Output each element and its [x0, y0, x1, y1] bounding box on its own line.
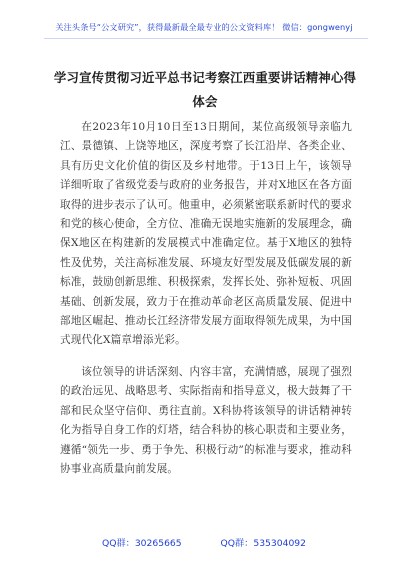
header-divider — [44, 38, 368, 39]
footer-contacts — [0, 535, 408, 549]
qq-group-2: QQ群：535304092 — [220, 538, 306, 549]
paragraph-2: 该位领导的讲话深刻、内容丰富，充满情感，展现了强烈的政治远见、战略思考、实际指南和指导意义，极大鼓舞了干部和民众坚守信仰、勇往直前。X科协将该领导的讲话精神转化为指导自身工作的灯塔，结合科协的核心职责和主要业务，遵循“领先一步、勇于争先、积极行动”的标准与要求，推动科协事业高质量向前发展。 — [60, 365, 352, 475]
promo-header: 关注头条号“公文研究”，获得最新最全最专业的公文资料库！ 微信：gongwenyj — [55, 22, 353, 32]
document-body — [60, 118, 352, 491]
qq-group-1: QQ群：30265665 — [102, 538, 182, 549]
document-title: 学习宣传贯彻习近平总书记考察江西重要讲话精神心得体会 — [53, 70, 357, 109]
paragraph-1: 在2023年10月10日至13日期间，某位高级领导亲临九江、景德镇、上饶等地区，深度考察了长江沿岸、各类企业、具有历史文化价值的街区及乡村地带。于13日上午，该领导详细听取了省级党委与政府的业务报告，并对X地区在各方面取得的进步表示了认可。他重申，必须紧密联系新时代的要求和党的核心使命，全方位、准确无误地实施新的发展理念，确保X地区在构建新的发展模式中准确定位。基于X地区的独特性及优势，关注高标准发展、环境友好型发展及低碳发展的新标准，鼓励创新思维、积极探索，发挥长处、弥补短板、巩固基础、创新发展，致力于在推动革命老区高质量发展、促进中部地区崛起、推动长江经济带发展方面取得领先成果，为中国式现代化X篇章增添光彩。 — [60, 121, 352, 347]
